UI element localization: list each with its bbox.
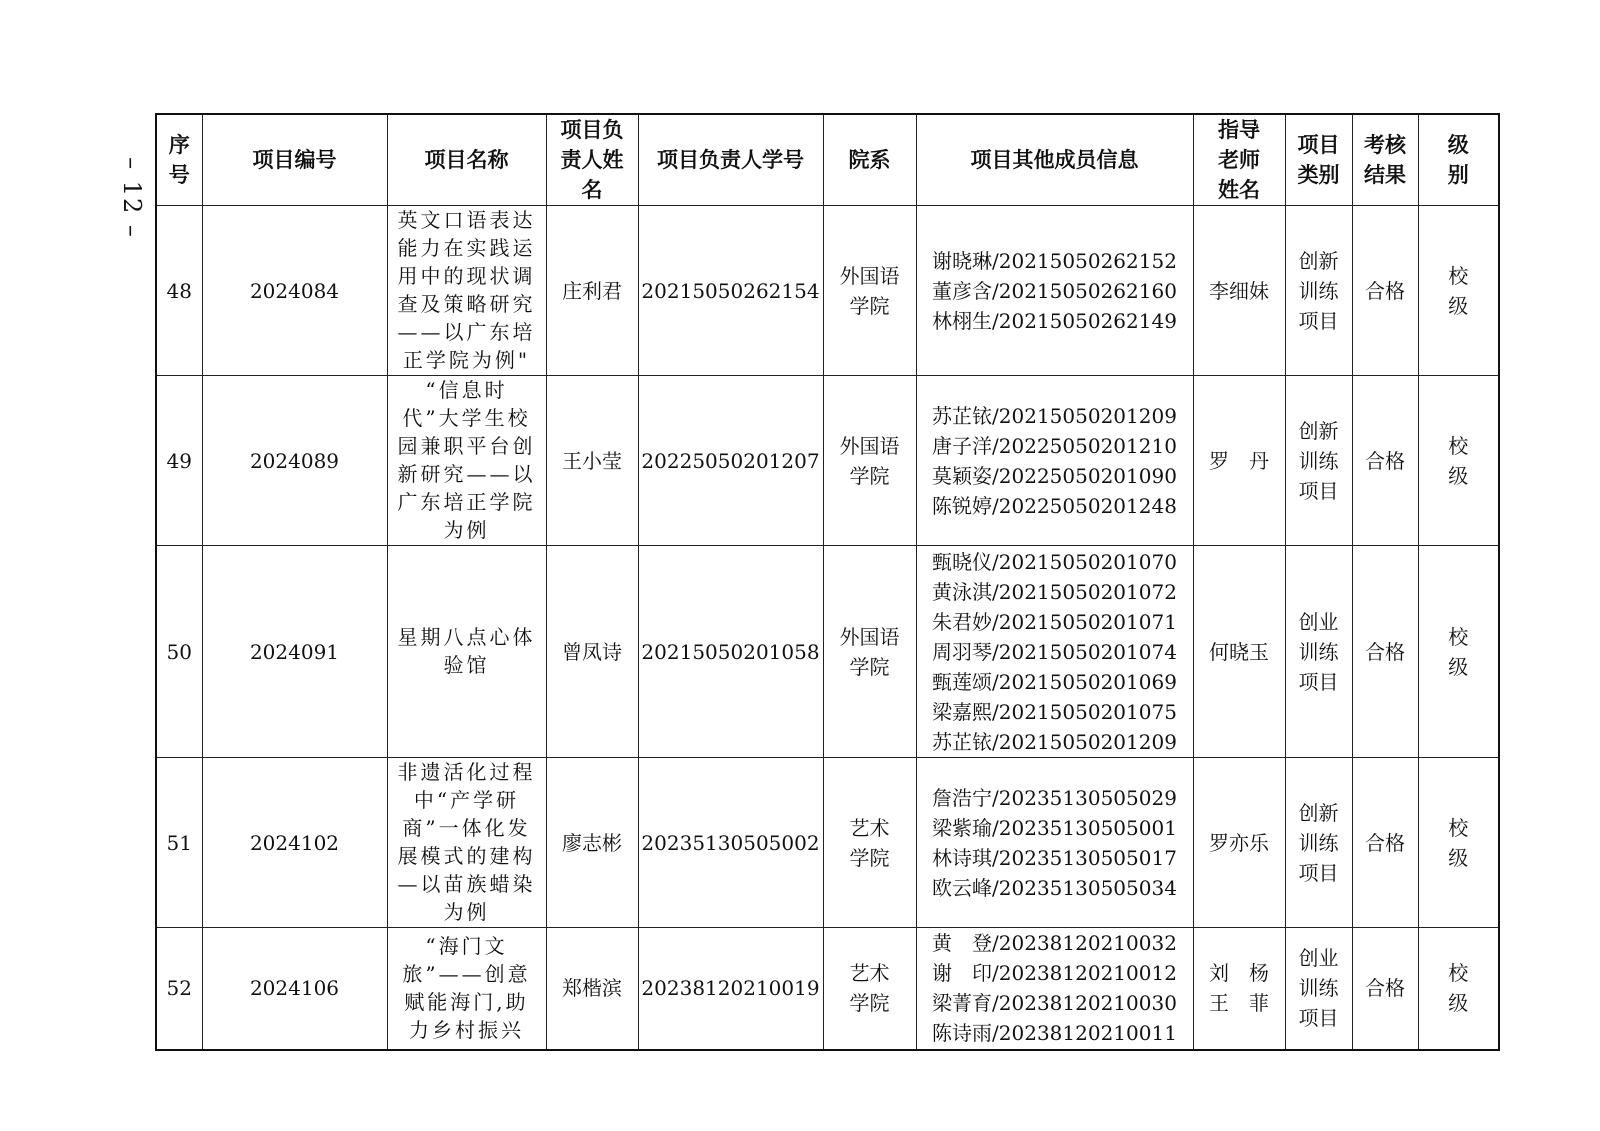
member-entry: 林栩生/20215050262149 — [932, 308, 1177, 333]
cell-name: 非遗活化过程中“产学研商”一体化发展模式的建构—以苗族蜡染为例 — [387, 758, 546, 928]
cell-level: 校级 — [1418, 376, 1499, 546]
member-entry: 董彦含/20215050262160 — [932, 278, 1177, 303]
member-entry: 詹浩宁/20235130505029 — [932, 785, 1177, 810]
member-entry: 苏芷铱/20215050201209 — [932, 403, 1177, 428]
cell-name: 英文口语表达能力在实践运用中的现状调查及策略研究——以广东培正学院为例" — [387, 206, 546, 376]
member-entry: 甄莲颂/20215050201069 — [932, 669, 1177, 694]
cell-result: 合格 — [1352, 546, 1418, 758]
member-entry: 陈诗雨/20238120210011 — [932, 1021, 1177, 1046]
member-entry: 甄晓仪/20215050201070 — [932, 549, 1177, 574]
table-row — [156, 928, 1499, 1050]
member-entry: 欧云峰/20235130505034 — [932, 875, 1177, 900]
member-entry: 梁嘉熙/20215050201075 — [932, 699, 1177, 724]
cell-category: 创新训练项目 — [1285, 376, 1352, 546]
member-entry: 林诗琪/20235130505017 — [932, 845, 1177, 870]
cell-leader: 廖志彬 — [546, 758, 638, 928]
cell-members — [916, 206, 1193, 376]
cell-department: 外国语学院 — [823, 376, 916, 546]
cell-leader-id: 20215050201058 — [638, 546, 823, 758]
cell-department: 外国语学院 — [823, 546, 916, 758]
header-department: 院系 — [823, 114, 916, 206]
header-seq: 序号 — [156, 114, 202, 206]
cell-advisor: 罗亦乐 — [1193, 758, 1285, 928]
member-entry: 陈锐婷/20225050201248 — [932, 493, 1177, 518]
cell-advisor: 李细妹 — [1193, 206, 1285, 376]
cell-result: 合格 — [1352, 376, 1418, 546]
header-category: 项目类别 — [1285, 114, 1352, 206]
cell-code: 2024089 — [202, 376, 387, 546]
cell-result: 合格 — [1352, 928, 1418, 1050]
cell-department: 艺术学院 — [823, 758, 916, 928]
table-row — [156, 758, 1499, 928]
header-project-code: 项目编号 — [202, 114, 387, 206]
header-level: 级别 — [1418, 114, 1499, 206]
cell-level: 校级 — [1418, 928, 1499, 1050]
header-advisor: 指导老师姓名 — [1193, 114, 1285, 206]
member-entry: 唐子洋/20225050201210 — [932, 433, 1177, 458]
member-entry: 梁菁育/20238120210030 — [932, 991, 1177, 1016]
cell-category: 创新训练项目 — [1285, 206, 1352, 376]
cell-name: “信息时代”大学生校园兼职平台创新研究——以广东培正学院为例 — [387, 376, 546, 546]
table-row — [156, 206, 1499, 376]
cell-seq: 51 — [156, 758, 202, 928]
header-leader-name: 项目负责人姓名 — [546, 114, 638, 206]
member-entry: 朱君妙/20215050201071 — [932, 609, 1177, 634]
header-row — [156, 114, 1499, 206]
cell-level: 校级 — [1418, 758, 1499, 928]
cell-leader-id: 20238120210019 — [638, 928, 823, 1050]
member-entry: 莫颖姿/20225050201090 — [932, 463, 1177, 488]
cell-code: 2024091 — [202, 546, 387, 758]
cell-members — [916, 758, 1193, 928]
cell-seq: 50 — [156, 546, 202, 758]
cell-code: 2024106 — [202, 928, 387, 1050]
table-row — [156, 546, 1499, 758]
cell-leader: 郑楷滨 — [546, 928, 638, 1050]
member-entry: 黄泳淇/20215050201072 — [932, 579, 1177, 604]
cell-level: 校级 — [1418, 546, 1499, 758]
cell-seq: 52 — [156, 928, 202, 1050]
member-entry: 梁紫瑜/20235130505001 — [932, 815, 1177, 840]
cell-code: 2024084 — [202, 206, 387, 376]
cell-members — [916, 376, 1193, 546]
cell-category: 创业训练项目 — [1285, 928, 1352, 1050]
cell-advisor: 何晓玉 — [1193, 546, 1285, 758]
member-entry: 苏芷铱/20215050201209 — [932, 729, 1177, 754]
header-result: 考核结果 — [1352, 114, 1418, 206]
cell-leader-id: 20215050262154 — [638, 206, 823, 376]
page-number: – 12 – — [118, 157, 147, 239]
cell-code: 2024102 — [202, 758, 387, 928]
header-leader-id: 项目负责人学号 — [638, 114, 823, 206]
member-entry: 周羽琴/20215050201074 — [932, 639, 1177, 664]
cell-seq: 49 — [156, 376, 202, 546]
cell-seq: 48 — [156, 206, 202, 376]
cell-members — [916, 546, 1193, 758]
project-table — [155, 113, 1500, 1051]
member-entry: 谢 印/20238120210012 — [932, 961, 1177, 986]
cell-advisor: 罗 丹 — [1193, 376, 1285, 546]
cell-category: 创业训练项目 — [1285, 546, 1352, 758]
cell-leader-id: 20225050201207 — [638, 376, 823, 546]
cell-result: 合格 — [1352, 758, 1418, 928]
header-project-name: 项目名称 — [387, 114, 546, 206]
cell-leader: 王小莹 — [546, 376, 638, 546]
cell-category: 创新训练项目 — [1285, 758, 1352, 928]
cell-level: 校级 — [1418, 206, 1499, 376]
member-entry: 黄 登/20238120210032 — [932, 931, 1177, 956]
member-entry: 谢晓琳/20215050262152 — [932, 248, 1177, 273]
header-members: 项目其他成员信息 — [916, 114, 1193, 206]
table-row — [156, 376, 1499, 546]
cell-department: 外国语学院 — [823, 206, 916, 376]
cell-advisor: 刘 杨 王 菲 — [1193, 928, 1285, 1050]
cell-members — [916, 928, 1193, 1050]
cell-leader-id: 20235130505002 — [638, 758, 823, 928]
cell-result: 合格 — [1352, 206, 1418, 376]
cell-name: 星期八点心体验馆 — [387, 546, 546, 758]
cell-name: “海门文旅”——创意赋能海门,助力乡村振兴 — [387, 928, 546, 1050]
cell-leader: 曾凤诗 — [546, 546, 638, 758]
cell-department: 艺术学院 — [823, 928, 916, 1050]
cell-leader: 庄利君 — [546, 206, 638, 376]
